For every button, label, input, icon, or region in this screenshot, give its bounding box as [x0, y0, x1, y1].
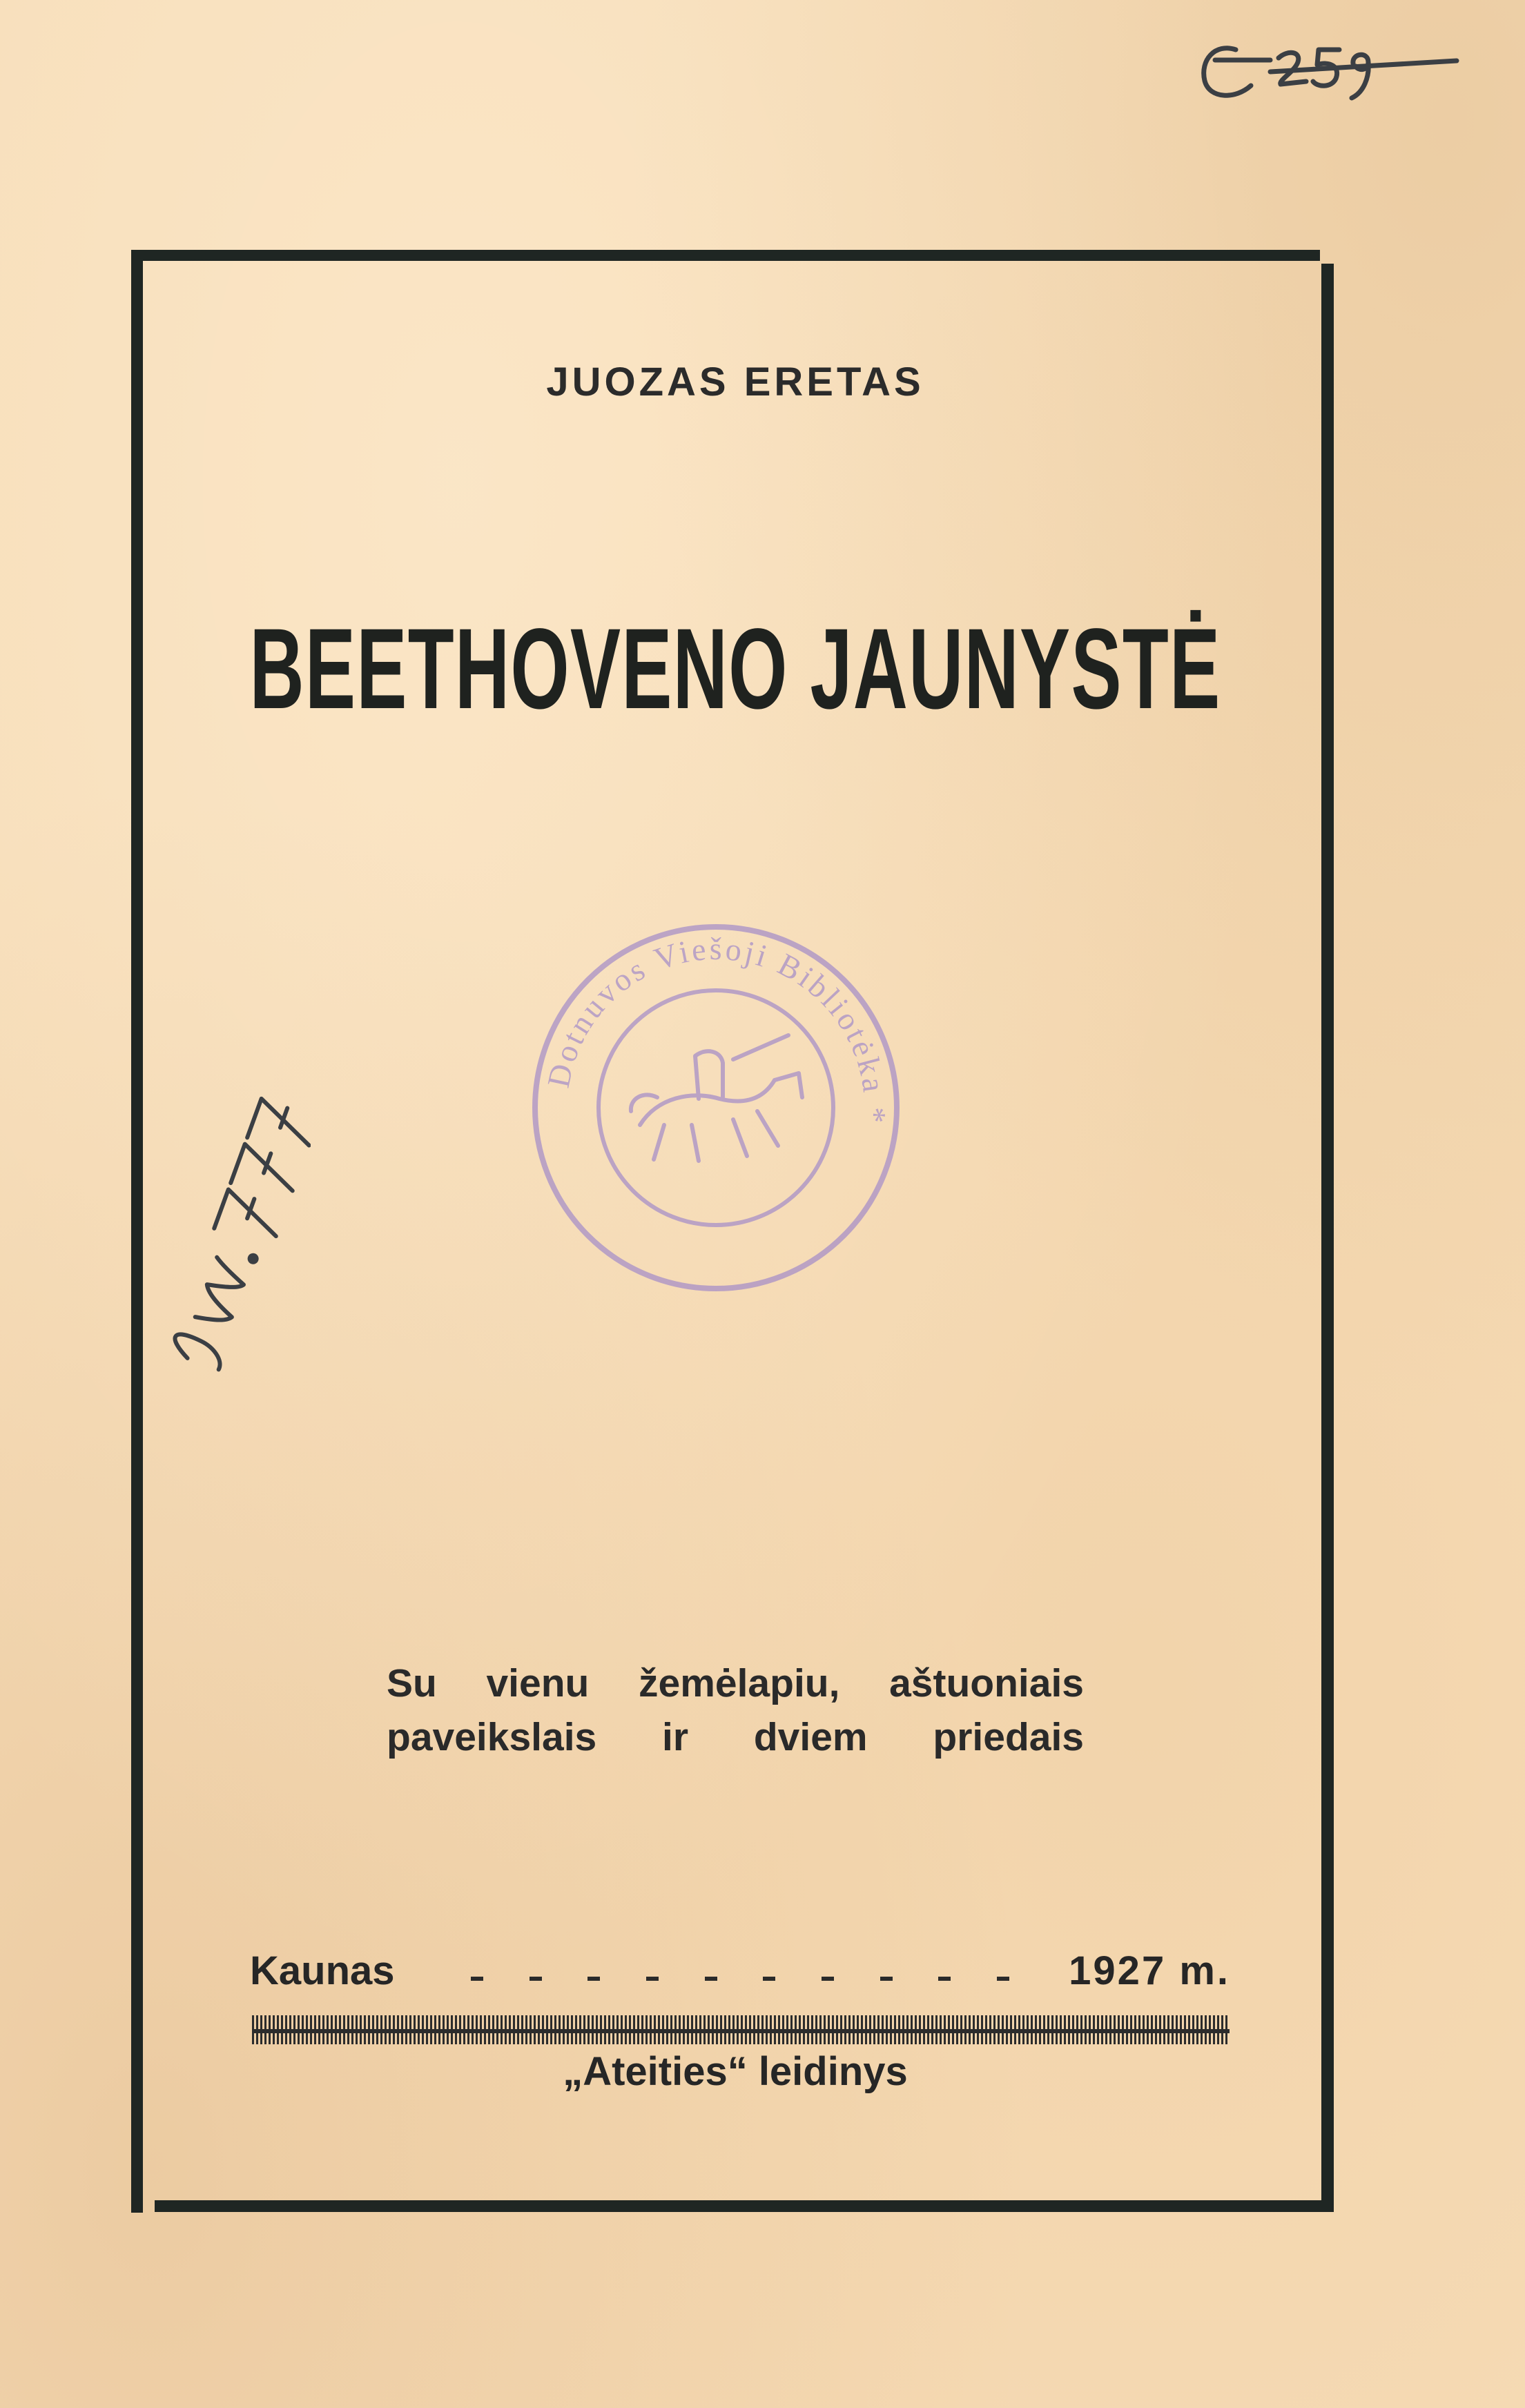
frame-bottom-border: [155, 2200, 1334, 2212]
subtitle-line-1: Su vienu žemėlapiu, aštuoniais: [387, 1661, 1084, 1705]
inventory-handwriting: [159, 1056, 311, 1401]
call-number-handwriting: [1187, 22, 1464, 119]
imprint-line: [250, 1948, 1230, 2004]
publication-year: 1927 m.: [1069, 1948, 1230, 1993]
subtitle: [387, 1656, 1084, 1764]
frame-left-border: [131, 250, 143, 2213]
decorative-rule: [252, 2015, 1230, 2044]
publication-place: Kaunas: [250, 1948, 395, 1993]
svg-text:Dotnuvos Viešoji Bibliotėka *: Dotnuvos Viešoji Bibliotėka *: [540, 930, 893, 1127]
dash-leader: [471, 1950, 1009, 1981]
frame-right-border: [1321, 264, 1334, 2211]
library-stamp: [526, 918, 906, 1298]
subtitle-line-2: paveikslais ir dviem priedais: [387, 1715, 1084, 1759]
author-name: JUOZAS ERETAS: [546, 360, 924, 404]
publisher-name: „Ateities“ leidinys: [563, 2049, 908, 2094]
frame-top-border: [131, 250, 1320, 261]
book-title: BEETHOVENO JAUNYSTĖ: [249, 605, 1221, 733]
